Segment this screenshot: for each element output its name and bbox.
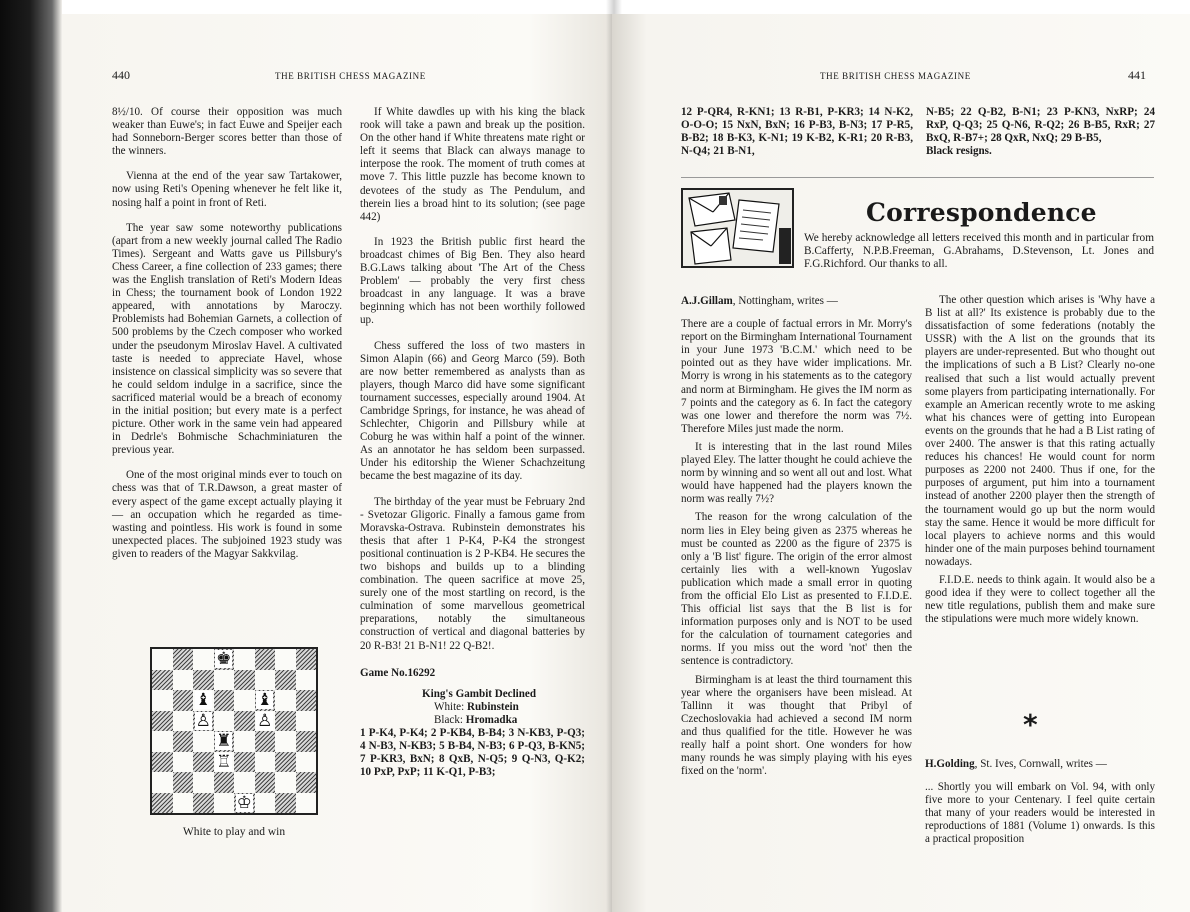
board-square-h1 [296, 793, 317, 814]
game-moves-continued-left: 12 P-QR4, R-KN1; 13 R-B1, P-KR3; 14 N-K2, O-O-O; 15 NxN, BxN; 16 P-B3, B-N3; 17 P-R5, B-B2; 18 B-K3, K-N1; 19 K-B2, K-R1; 20 R-B3, N-Q4; 21 B-N1, [681, 106, 913, 158]
board-square-g2 [275, 772, 296, 793]
paragraph: Chess suffered the loss of two masters in Simon Alapin (66) and Georg Marco (59). Both are now better remembered as analysts than as players, though Marco did have some significant tournament successes, especially around 1904. At Cambridge Springs, for instance, he was ahead of Schlechter, Chigorin and Pillsbury while at Coburg he was within half a point of the winner. As an annotator he has seldom been surpassed. Under his editorship the Wiener Schachzeitung became the best magazine of its day. [360, 339, 585, 483]
board-square-h7 [296, 670, 317, 691]
letters-icon [683, 190, 793, 267]
board-square-f4 [255, 731, 276, 752]
board-square-b3 [173, 752, 194, 773]
letter-author: H.Golding [925, 758, 975, 770]
board-square-b6 [173, 690, 194, 711]
board-square-c6 [193, 690, 214, 711]
board-square-h5 [296, 711, 317, 732]
board-square-d6 [214, 690, 235, 711]
letter-heading [925, 758, 1155, 771]
board-square-g4 [275, 731, 296, 752]
board-square-e4 [234, 731, 255, 752]
black-player: Hromadka [465, 713, 518, 726]
board-square-c2 [193, 772, 214, 793]
game-score [360, 667, 585, 780]
board-square-g1 [275, 793, 296, 814]
board-square-c4 [193, 731, 214, 752]
board-square-e3 [234, 752, 255, 773]
paragraph: The other question which arises is 'Why have a B list at all?' Its existence is probably due to the dissatisfaction of some federations (notably the USSR) with the A list on the grounds that its players are under-represented. But who thought out the implications of such a B List? Clearly no-one realised that such a list would actually prevent some players from participating internationally. For example an American recently wrote to me asking what his chances were of getting into European events on the grounds that he had a B List rating of over 2400. The answer is that this rating actually reduces his chances! He would count for norm purposes as 2200 not 2400. Thus if one, for the purposes of argument, put him into a tournament instead of another 2200 player then the strength of the tournament would go up but the norm would stay the same. Hence it would be more difficult for local players to achieve norms and this would hinder one of the main purposes behind tournament nowadays. [925, 294, 1155, 568]
board-square-f6 [255, 690, 276, 711]
letter-golding [925, 758, 1155, 859]
board-square-d5 [214, 711, 235, 732]
left-running-header: THE BRITISH CHESS MAGAZINE [275, 71, 426, 81]
game-opening: King's Gambit Declined [422, 687, 537, 700]
board-square-h3 [296, 752, 317, 773]
right-page-number: 441 [1128, 68, 1146, 82]
moves-text: N-B5; 22 Q-B2, B-N1; 23 P-KN3, NxRP; 24 RxP, Q-Q3; 25 Q-N6, R-Q2; 26 B-B5, RxR; 27 BxQ, R-B7+; 28 QxR, NxQ; 29 B-B5, [926, 106, 1155, 145]
paragraph: 8½/10. Of course their opposition was much weaker than Euwe's; in fact Euwe and Speijer each had Sonneborn-Berger scores better than those of the winners. [112, 106, 342, 158]
board-square-g5 [275, 711, 296, 732]
board-square-a4 [152, 731, 173, 752]
board-square-f2 [255, 772, 276, 793]
game-white [422, 701, 585, 714]
letter-place: , St. Ives, Cornwall, writes — [974, 758, 1107, 770]
paragraph: If White dawdles up with his king the black rook will take a pawn and break up the position. On the other hand if White threatens mate right or left it seems that Black can always manage to interpose the rook. The moment of truth comes at move 7. This little puzzle has become known to devotees of the study as The Pendulum, and therein lies a broad hint to its solution; (see page 442) [360, 106, 585, 223]
game-black [422, 714, 585, 727]
board-square-c5 [193, 711, 214, 732]
left-column-2 [360, 106, 585, 779]
board-square-e7 [234, 670, 255, 691]
diagram-caption: White to play and win [182, 826, 286, 838]
paragraph: The year saw some noteworthy publications (apart from a new weekly journal called The Radio Times). Sergeant and Watts gave us Pillsbury's Chess Career, a fine collection of 233 games; there was the English translation of Reti's Modern Ideas in Chess; the tournament book of London 1922 appeared, with annotations by Maroczy. Problemists had Bohemian Garnets, a collection of 500 problems by the Czech composer who worked under the pseudonym Miroslav Havel. A cultivated taste is needed to appreciate Havel, whose insistence on classical simplicity was so severe that he could seldom indulge in a sacrifice, since the sacrificed material would be a breach of economy in the initial position; but every mate is a perfect picture. Other work in the same vein had appeared in Dedrle's Bohmische Schachminiaturen the previous year. [112, 221, 342, 457]
white-label: White: [434, 700, 467, 713]
board-square-d3 [214, 752, 235, 773]
game-moves-continued-right [926, 106, 1155, 158]
board-square-b5 [173, 711, 194, 732]
letter-place: , Nottingham, writes — [732, 295, 838, 307]
board-square-e1 [234, 793, 255, 814]
chess-diagram [150, 647, 318, 815]
paragraph: In 1923 the British public first heard the broadcast chimes of Big Ben. They also heard B.G.Laws talking about 'The Art of the Chess Problem' — probably the very first chess broadcast in any language. It was a brave beginning which has not been worthily followed up. [360, 235, 585, 327]
paragraph: One of the most original minds ever to touch on chess was that of T.R.Dawson, a great master of every aspect of the game except actually playing it — an occupation which he regarded as time-wasting and pointless. His work is found in some unexpected places. The subjoined 1923 study was given to readers of the Magyar Sakkvilag. [112, 469, 342, 560]
paragraph: The reason for the wrong calculation of the norm lies in Eley being given as 2375 whereas he must be counted as 2200 as the figure of 2375 is only a 'B list' figure. The origin of the error almost certainly lies with a well-known Yugoslav publication which made a small error in quoting from the official Elo List as presented to F.I.D.E. This official list says that the B list is for information purposes only and is NOT to be used for the calculation of tournament categories and norms. If you miss out the word 'not' then the sentence is contradictory. [681, 511, 912, 668]
board-square-d7 [214, 670, 235, 691]
letter-author: A.J.Gillam [681, 295, 733, 307]
board-square-a2 [152, 772, 173, 793]
binding-shadow [0, 0, 62, 912]
board-square-f7 [255, 670, 276, 691]
chess-piece: ♙ [195, 710, 211, 731]
board-square-c3 [193, 752, 214, 773]
board-square-f3 [255, 752, 276, 773]
board-square-b1 [173, 793, 194, 814]
board-square-a5 [152, 711, 173, 732]
left-column-1 [112, 106, 342, 573]
board-square-a7 [152, 670, 173, 691]
paragraph: It is interesting that in the last round Miles played Eley. The latter thought he could achieve the norm by winning and so went all out and lost. What would have happened had the players known the norm was really 7½? [681, 440, 912, 506]
board-square-d2 [214, 772, 235, 793]
paragraph: ... Shortly you will embark on Vol. 94, with only five more to your Centenary. I feel quite certain that many of your readers would be interested in reproductions of 1881 (Volume 1) onwards. Is this a practical proposition [925, 781, 1155, 846]
game-header [360, 688, 585, 727]
board-square-b4 [173, 731, 194, 752]
board-square-a3 [152, 752, 173, 773]
chess-piece: ♙ [257, 710, 273, 731]
board-square-h6 [296, 690, 317, 711]
board-square-g8 [275, 649, 296, 670]
board-square-e6 [234, 690, 255, 711]
board-square-e2 [234, 772, 255, 793]
board-square-a6 [152, 690, 173, 711]
board-square-a1 [152, 793, 173, 814]
board-square-h2 [296, 772, 317, 793]
letter-heading [681, 295, 912, 308]
section-separator: * [1023, 708, 1038, 741]
paragraph: The birthday of the year must be February 2nd - Svetozar Gligoric. Finally a famous game from Moravska-Ostrava. Rubinstein demonstrates his thesis that after 1 P-K4, P-K4 the strongest positional continuation is 2 P-KB4. He secures the two bishops and builds up to a blinding combination. The queen sacrifice at move 25, surely one of the most startling on record, is the culmination of some marvellous geometrical preparations, notably the simultaneous construction of vertical and diagonal batteries by 20 R-B3! 21 B-N1! 22 Q-B2!. [360, 495, 585, 652]
board-square-h8 [296, 649, 317, 670]
paragraph: F.I.D.E. needs to think again. It would also be a good idea if they were to collect together all the new title regulations, publish them and make sure the stipulations were much more widely known. [925, 573, 1155, 626]
chess-piece: ♝ [257, 690, 273, 711]
board-square-e5 [234, 711, 255, 732]
board-square-f1 [255, 793, 276, 814]
paragraph: Birmingham is at least the third tournament this year where the organisers have been mislead. At Tallinn it was thought that Pribyl of Czechoslovakia had achieved a second IM norm and thus qualified for the title. However he was really half a point short. One wonders for how many rounds he was simply playing with his eyes fixed on the 'norm'. [681, 673, 912, 778]
right-column-2 [925, 294, 1155, 631]
board-square-g3 [275, 752, 296, 773]
chess-piece: ♖ [216, 751, 232, 772]
left-page-number: 440 [112, 68, 130, 82]
game-title: Game No.16292 [360, 666, 436, 679]
board-square-b2 [173, 772, 194, 793]
board-square-b8 [173, 649, 194, 670]
paragraph: Vienna at the end of the year saw Tartakower, now using Reti's Opening whenever he felt like it, nosing half a point in front of Reti. [112, 170, 342, 209]
board-square-c8 [193, 649, 214, 670]
paragraph: There are a couple of factual errors in Mr. Morry's report on the Birmingham International Tournament in your June 1973 'B.C.M.' which need to be pointed out as they have wider implications. Mr. Morry is wrong in his statements as to the category and norm at Birmingham. He gives the IM norm as 7 points and the category as 6. In fact the category was one lower and therefore the norm was 7½. Therefore Miles just made the norm. [681, 318, 913, 435]
chess-piece: ♚ [216, 649, 232, 670]
board-square-a8 [152, 649, 173, 670]
section-divider [681, 177, 1154, 178]
game-moves: 1 P-K4, P-K4; 2 P-KB4, B-B4; 3 N-KB3, P-Q3; 4 N-B3, N-KB3; 5 B-B4, N-B3; 6 P-Q3, B-KN5; 7 P-KR3, BxN; 8 QxB, N-Q5; 9 Q-N3, Q-K2; 10 PxP, PxP; 11 K-Q1, P-B3; [360, 727, 585, 779]
letters-illustration [681, 188, 794, 268]
letter-gillam [681, 295, 912, 783]
chess-piece: ♝ [195, 690, 211, 711]
board-square-d4 [214, 731, 235, 752]
board-square-f8 [255, 649, 276, 670]
black-label: Black: [434, 713, 466, 726]
chess-piece: ♔ [236, 792, 252, 813]
correspondence-title: Correspondence [866, 198, 1097, 227]
correspondence-intro: We hereby acknowledge all letters received this month and in particular from B.Cafferty, N.P.B.Freeman, G.Abrahams, D.Stevenson, Lt. Jones and F.G.Richford. Our thanks to all. [804, 232, 1154, 271]
chess-piece: ♜ [216, 731, 232, 752]
board-square-d8 [214, 649, 235, 670]
white-player: Rubinstein [466, 700, 519, 713]
game-result: Black resigns. [926, 145, 992, 158]
board-square-e8 [234, 649, 255, 670]
board-square-g6 [275, 690, 296, 711]
board-square-h4 [296, 731, 317, 752]
board-square-f5 [255, 711, 276, 732]
board-square-b7 [173, 670, 194, 691]
board-square-d1 [214, 793, 235, 814]
board-square-c7 [193, 670, 214, 691]
board-square-c1 [193, 793, 214, 814]
board-square-g7 [275, 670, 296, 691]
right-running-header: THE BRITISH CHESS MAGAZINE [820, 71, 971, 81]
